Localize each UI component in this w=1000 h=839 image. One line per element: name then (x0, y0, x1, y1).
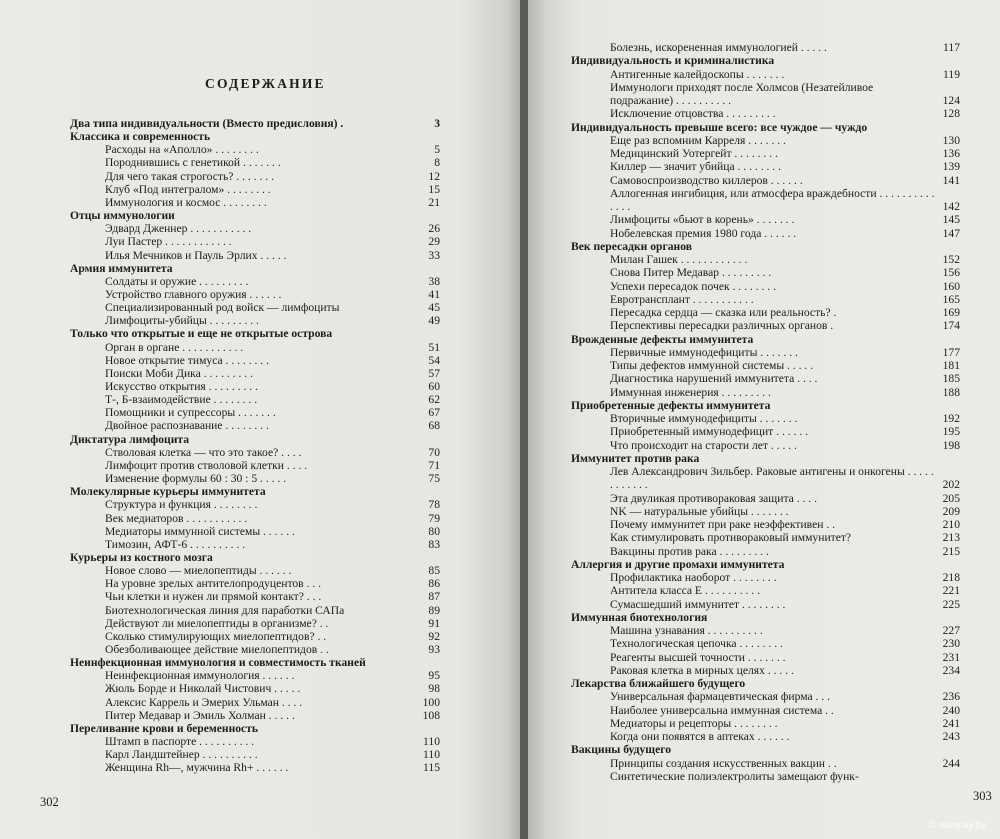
toc-entry (610, 306, 960, 319)
toc-entry (105, 761, 440, 774)
toc-entry-label: Киллер — значит убийца . . . . . . . . (610, 160, 781, 174)
toc-entry-label: Чьи клетки и нужен ли прямой контакт? . . . (105, 590, 322, 604)
left-page-number: 302 (40, 795, 59, 809)
toc-entry (105, 183, 440, 196)
toc-entry-page: 110 (423, 735, 440, 749)
toc-entry (610, 253, 960, 266)
toc-entry (610, 505, 960, 518)
toc-entry-page: 12 (428, 169, 440, 183)
toc-entry (105, 275, 440, 288)
toc-entry (610, 134, 960, 147)
toc-entry-label: Приобретенный иммунодефицит . . . . . . (610, 425, 809, 439)
toc-entry (105, 643, 440, 656)
toc-entry-page: 80 (428, 524, 440, 538)
toc-entry-label: Эдвард Дженнер . . . . . . . . . . . (105, 222, 252, 236)
toc-entry (105, 577, 440, 590)
toc-entry-label: Нобелевская премия 1980 года . . . . . . (610, 226, 797, 240)
toc-section (571, 677, 960, 690)
toc-entry (610, 598, 960, 611)
toc-entry-label: Для чего такая строгость? . . . . . . . (105, 169, 274, 183)
toc-entry-page: 51 (428, 340, 440, 354)
toc-entry (610, 68, 960, 81)
toc-entry-label: Двойное распознавание . . . . . . . . (105, 419, 269, 433)
toc-entry-page: 128 (942, 107, 960, 121)
toc-entry (610, 160, 960, 173)
toc-entry-page: 54 (428, 353, 440, 367)
toc-entry-page: 21 (428, 195, 440, 209)
toc-section (70, 117, 440, 130)
toc-entry-page: 244 (942, 756, 960, 770)
toc-entry (105, 288, 440, 301)
toc-entry-page: 205 (942, 491, 960, 505)
toc-entry (610, 386, 960, 399)
toc-entry (610, 717, 960, 730)
right-page (528, 0, 1000, 839)
toc-entry (105, 669, 440, 682)
toc-entry (610, 571, 960, 584)
toc-entry (105, 235, 440, 248)
toc-section (70, 656, 440, 669)
toc-entry (105, 419, 440, 432)
toc-entry-page: 210 (942, 518, 960, 531)
toc-entry-page: 45 (428, 301, 440, 315)
toc-entry (610, 147, 960, 160)
toc-entry (610, 213, 960, 226)
watermark: © www.ay.by (928, 820, 986, 831)
toc-entry-page: 241 (942, 716, 960, 730)
toc-entry-label: Два типа индивидуальности (Вместо предисловия) . (70, 117, 344, 130)
toc-entry-label: Питер Медавар и Эмиль Холман . . . . . (105, 708, 295, 722)
toc-entry-label: Синтетические полиэлектролиты замещают функ- (610, 769, 859, 783)
toc-entry-label: Женщина Rh—, мужчина Rh+ . . . . . . (105, 761, 289, 775)
toc-entry-page: 156 (942, 266, 960, 280)
toc-entry-label: Медицинский Уотергейт . . . . . . . . (610, 147, 778, 160)
toc-entry-label: Расходы на «Аполло» . . . . . . . . (105, 143, 259, 157)
toc-entry (105, 538, 440, 551)
toc-entry-page: 71 (428, 458, 440, 472)
toc-section (571, 54, 960, 67)
toc-entry-label: Принципы создания искусственных вакцин . . (610, 756, 837, 770)
toc-entry (610, 545, 960, 558)
toc-entry (105, 590, 440, 603)
toc-entry-label: Технологическая цепочка . . . . . . . . (610, 637, 783, 651)
toc-entry-page: 195 (942, 425, 960, 439)
toc-entry (105, 249, 440, 262)
toc-entry-page: 198 (942, 438, 960, 452)
toc-entry-page: 147 (942, 226, 960, 240)
toc-entry-label: Стволовая клетка — что это такое? . . . . (105, 445, 302, 459)
toc-entry-page: 70 (428, 445, 440, 459)
toc-entry (105, 696, 440, 709)
toc-entry-page: 85 (428, 564, 440, 578)
toc-entry (610, 465, 960, 491)
toc-section (70, 722, 440, 735)
toc-entry-page: 108 (422, 708, 440, 722)
toc-entry (610, 41, 960, 54)
toc-entry (105, 367, 440, 380)
toc-entry (105, 564, 440, 577)
toc-entry-label: Болезнь, искорененная иммунологией . . . . . (610, 41, 827, 54)
toc-section (571, 558, 960, 571)
toc-section (571, 240, 960, 253)
toc-entry-label: Отцы иммунологии (70, 209, 175, 223)
toc-entry-label: Только что открытые и еще не открытые острова (70, 327, 333, 341)
toc-entry-label: Клуб «Под интегралом» . . . . . . . . (105, 182, 271, 196)
toc-entry-label: Исключение отцовства . . . . . . . . . (610, 107, 776, 121)
toc-entry (610, 174, 960, 187)
toc-section (70, 327, 440, 340)
toc-entry-label: Породнившись с генетикой . . . . . . . (105, 156, 281, 170)
toc-entry-label: Антитела класса Е . . . . . . . . . . (610, 584, 760, 598)
toc-entry-label: Действуют ли миелопептиды в организме? . . (105, 616, 329, 630)
toc-entry-page: 26 (428, 222, 440, 236)
toc-entry-page: 213 (942, 531, 960, 545)
toc-entry (105, 222, 440, 235)
toc-entry-label: Илья Мечников и Пауль Эрлих . . . . . (105, 248, 287, 262)
toc-entry (610, 637, 960, 650)
toc-entry (610, 770, 960, 783)
toc-entry-label: Сумасшедший иммунитет . . . . . . . . (610, 597, 786, 611)
toc-entry-page: 83 (428, 537, 440, 551)
toc-section (70, 433, 440, 446)
toc-entry-label: Приобретенные дефекты иммунитета (571, 398, 771, 412)
toc-entry (610, 492, 960, 505)
toc-entry-page: 5 (434, 143, 440, 157)
toc-entry-label: Иммунная биотехнология (571, 610, 708, 624)
toc-entry-page: 227 (942, 624, 960, 637)
toc-entry (610, 266, 960, 279)
toc-entry-page: 185 (942, 372, 960, 386)
toc-entry-label: Обезболивающее действие миелопептидов . . (105, 643, 329, 656)
toc-entry (105, 472, 440, 485)
toc-entry-label: Карл Ландштейнер . . . . . . . . . . (105, 748, 258, 762)
toc-section (70, 262, 440, 275)
toc-entry-page: 8 (434, 156, 440, 170)
toc-entry (610, 372, 960, 385)
toc-entry-label: Лев Александрович Зильбер. Раковые антигены и онкогены . . . . . . . . . . . . (610, 465, 934, 491)
toc-entry (610, 584, 960, 597)
toc-entry-label: Новое слово — миелопептиды . . . . . . (105, 564, 292, 578)
toc-entry-page: 68 (428, 419, 440, 433)
toc-entry (610, 187, 960, 213)
toc-entry-label: Аллогенная ингибиция, или атмосфера враждебности . . . . . . . . . . . . . . (610, 186, 935, 213)
toc-entry-page: 181 (942, 359, 960, 372)
toc-entry-label: Вторичные иммунодефициты . . . . . . . (610, 412, 798, 425)
toc-entry-label: Как стимулировать противораковый иммунитет? (610, 531, 852, 545)
toc-entry-page: 225 (942, 597, 960, 611)
toc-section (571, 611, 960, 624)
toc-entry-page: 117 (943, 41, 960, 54)
toc-entry (105, 170, 440, 183)
toc-entry-label: Век пересадки органов (571, 239, 692, 253)
toc-entry-page: 141 (942, 173, 960, 187)
toc-entry-page: 142 (942, 199, 960, 213)
toc-entry-label: Раковая клетка в мирных целях . . . . . (610, 663, 794, 677)
toc-entry-label: Перспективы пересадки различных органов . (610, 319, 834, 333)
toc-entry-label: Лимфоциты-убийцы . . . . . . . . . (105, 314, 259, 328)
toc-entry-page: 86 (428, 577, 440, 591)
toc-entry-label: Иммунная инженерия . . . . . . . . . (610, 385, 771, 399)
toc-entry-page: 115 (423, 761, 440, 775)
toc-entry-label: Биотехнологическая линия для парaботки САПа (105, 603, 345, 617)
toc-entry-label: Лимфоцит против стволовой клетки . . . . (105, 458, 308, 472)
toc-entry-label: Искусство открытия . . . . . . . . . (105, 380, 258, 393)
toc-entry (610, 319, 960, 332)
toc-entry-page: 160 (942, 279, 960, 293)
toc-entry-page: 188 (942, 385, 960, 399)
toc-section (571, 452, 960, 465)
toc-entry-page: 78 (428, 498, 440, 512)
toc-entry-label: Индивидуальность и криминалистика (571, 54, 775, 68)
toc-entry-label: Реагенты высшей точности . . . . . . . (610, 650, 786, 664)
toc-entry-page: 119 (943, 67, 960, 81)
toc-entry-label: Изменение формулы 60 : 30 : 5 . . . . . (105, 472, 287, 486)
toc-entry-label: Типы дефектов иммунной системы . . . . . (610, 359, 814, 372)
toc-entry-label: Иммунология и космос . . . . . . . . (105, 195, 267, 209)
toc-entry-label: Иммунологи приходят после Холмсов (Незатейливое подражание) . . . . . . . . . . (610, 80, 874, 107)
toc-entry-label: Еще раз вспомним Карреля . . . . . . . (610, 133, 786, 147)
toc-entry-label: Эта двуликая противораковая защита . . . . (610, 491, 817, 505)
right-toc-list (528, 0, 1000, 839)
toc-entry-label: Что происходит на старости лет . . . . . (610, 438, 797, 452)
toc-section (571, 121, 960, 134)
toc-entry (610, 227, 960, 240)
toc-entry-label: Тимозин, АФТ-6 . . . . . . . . . . (105, 537, 246, 551)
toc-entry-page: 98 (428, 682, 440, 696)
toc-entry (610, 624, 960, 637)
toc-entry-label: Неинфекционная иммунология . . . . . . (105, 669, 295, 683)
toc-entry (610, 757, 960, 770)
toc-entry (105, 156, 440, 169)
toc-entry-label: На уровне зрелых антителопродуцентов . . . (105, 577, 322, 591)
toc-entry-page: 95 (428, 669, 440, 683)
toc-entry-label: Помощники и супрессоры . . . . . . . (105, 406, 276, 420)
toc-entry-label: Профилактика наоборот . . . . . . . . (610, 571, 777, 584)
toc-section (70, 551, 440, 564)
toc-entry (105, 301, 440, 314)
toc-entry-label: Успехи пересадок почек . . . . . . . . (610, 279, 776, 293)
toc-entry (610, 690, 960, 703)
toc-entry-page: 124 (942, 93, 960, 107)
toc-entry-label: Вакцины будущего (571, 743, 671, 757)
toc-entry-label: Диктатура лимфоцита (70, 432, 190, 446)
toc-entry-label: Лимфоциты «бьют в корень» . . . . . . . (610, 213, 795, 227)
toc-entry-label: Век медиаторов . . . . . . . . . . . (105, 511, 248, 525)
toc-entry (105, 406, 440, 419)
toc-entry-label: Пересадка сердца — сказка или реальность? . (610, 306, 837, 319)
toc-entry-page: 231 (942, 650, 960, 664)
toc-entry-page: 177 (942, 345, 960, 359)
toc-entry-label: Сколько стимулирующих миелопептидов? . . (105, 629, 327, 643)
toc-entry-label: Вакцины против рака . . . . . . . . . (610, 544, 769, 558)
toc-entry-page: 174 (942, 319, 960, 333)
toc-entry (610, 359, 960, 372)
toc-entry (105, 196, 440, 209)
toc-entry (610, 730, 960, 743)
toc-entry-label: Специализированный род войск — лимфоциты (105, 301, 340, 315)
toc-entry-page: 165 (942, 292, 960, 306)
toc-entry (105, 459, 440, 472)
toc-entry-label: Медиаторы и рецепторы . . . . . . . . (610, 716, 778, 730)
toc-entry-page: 49 (428, 314, 440, 328)
toc-entry (105, 748, 440, 761)
toc-entry (105, 604, 440, 617)
toc-entry (610, 107, 960, 120)
toc-entry-label: Медиаторы иммунной системы . . . . . . (105, 524, 295, 538)
toc-entry-page: 236 (942, 690, 960, 704)
toc-entry-label: Диагностика нарушений иммунитета . . . . (610, 372, 818, 386)
toc-entry-label: Лекарства ближайшего будущего (571, 677, 746, 690)
toc-entry-label: Переливание крови и беременность (70, 721, 259, 735)
toc-entry (610, 439, 960, 452)
toc-entry-page: 33 (428, 248, 440, 262)
toc-entry-page: 145 (942, 213, 960, 227)
toc-entry-page: 3 (434, 117, 440, 130)
toc-entry-page: 60 (428, 380, 440, 393)
toc-entry-label: Луи Пастер . . . . . . . . . . . . (105, 235, 232, 249)
toc-entry-label: Жюль Борде и Николай Чистович . . . . . (105, 682, 301, 696)
toc-entry (610, 664, 960, 677)
toc-entry (610, 280, 960, 293)
toc-entry-label: Когда они появятся в аптеках . . . . . . (610, 730, 790, 743)
toc-entry-label: Неинфекционная иммунология и совместимость тканей (70, 656, 366, 670)
toc-entry-page: 202 (942, 478, 960, 491)
toc-entry (105, 341, 440, 354)
toc-entry-page: 234 (942, 663, 960, 677)
toc-entry-label: Почему иммунитет при раке неэффективен . . (610, 518, 836, 531)
toc-entry (610, 81, 960, 107)
toc-entry-label: Структура и функция . . . . . . . . (105, 498, 258, 512)
toc-entry (105, 143, 440, 156)
toc-entry (610, 425, 960, 438)
toc-entry (105, 498, 440, 511)
toc-entry-page: 192 (942, 412, 960, 425)
toc-entry-page: 169 (942, 306, 960, 319)
toc-entry-label: Устройство главного оружия . . . . . . (105, 287, 282, 301)
toc-entry (105, 630, 440, 643)
toc-entry (610, 518, 960, 531)
toc-entry-page: 67 (428, 406, 440, 420)
toc-entry-page: 62 (428, 393, 440, 407)
toc-entry-label: Солдаты и оружие . . . . . . . . . (105, 274, 249, 288)
toc-entry (105, 682, 440, 695)
toc-entry-label: Орган в органе . . . . . . . . . . . (105, 340, 244, 354)
toc-entry-label: Штамп в паспорте . . . . . . . . . . (105, 735, 255, 749)
toc-entry-label: Врожденные дефекты иммунитета (571, 332, 754, 346)
toc-entry-label: Алексис Каррель и Эмерих Ульман . . . . (105, 695, 303, 709)
toc-entry-label: Наиболее универсальна иммунная система . . (610, 703, 834, 717)
toc-entry-label: Классика и современность (70, 130, 211, 144)
toc-section (70, 130, 440, 143)
toc-entry-label: Поиски Моби Дика . . . . . . . . . (105, 366, 253, 380)
toc-entry-page: 15 (428, 182, 440, 196)
toc-entry-label: Машина узнавания . . . . . . . . . . (610, 624, 763, 637)
toc-entry (105, 735, 440, 748)
toc-entry-page: 75 (428, 472, 440, 486)
toc-entry-page: 136 (942, 147, 960, 160)
toc-section (571, 399, 960, 412)
toc-entry-page: 89 (428, 603, 440, 617)
toc-entry-label: Универсальная фармацевтическая фирма . . . (610, 690, 831, 704)
toc-section (70, 485, 440, 498)
toc-entry (105, 354, 440, 367)
toc-entry-page: 91 (428, 616, 440, 630)
toc-entry (610, 531, 960, 544)
toc-entry (105, 512, 440, 525)
toc-entry-page: 130 (942, 133, 960, 147)
toc-entry-page: 215 (942, 544, 960, 558)
toc-entry-label: Первичные иммунодефициты . . . . . . . (610, 345, 798, 359)
toc-entry-label: Иммунитет против рака (571, 451, 700, 465)
toc-entry-label: Снова Питер Медавар . . . . . . . . . (610, 266, 772, 280)
toc-entry-label: Индивидуальность превыше всего: все чуждое — чуждо (571, 120, 868, 134)
toc-entry (105, 525, 440, 538)
toc-entry (105, 314, 440, 327)
toc-section (571, 333, 960, 346)
toc-entry-label: Евротрансплант . . . . . . . . . . . (610, 292, 754, 306)
toc-entry (105, 393, 440, 406)
toc-entry-page: 240 (942, 703, 960, 717)
toc-entry-label: Курьеры из костного мозга (70, 550, 213, 564)
toc-entry-label: Т-, Б-взаимодействие . . . . . . . . (105, 393, 258, 407)
toc-entry-page: 87 (428, 590, 440, 604)
toc-section (70, 209, 440, 222)
toc-entry-page: 100 (422, 695, 440, 709)
right-page-number: 303 (973, 789, 992, 803)
toc-entry-page: 38 (428, 274, 440, 288)
toc-entry-page: 230 (942, 637, 960, 651)
toc-entry-page: 218 (942, 571, 960, 584)
toc-entry (610, 704, 960, 717)
toc-entry-page: 29 (428, 235, 440, 249)
toc-entry-page: 221 (942, 584, 960, 598)
toc-entry-page: 152 (942, 253, 960, 266)
toc-entry-page: 57 (428, 366, 440, 380)
toc-entry (610, 651, 960, 664)
toc-entry-label: Новое открытие тимуса . . . . . . . . (105, 353, 270, 367)
toc-entry-label: Аллергия и другие промахи иммунитета (571, 557, 785, 571)
toc-entry-label: Армия иммунитета (70, 261, 173, 275)
toc-entry-page: 110 (423, 748, 440, 762)
toc-entry (105, 380, 440, 393)
toc-entry (610, 293, 960, 306)
toc-entry-page: 93 (428, 643, 440, 656)
toc-entry-label: Антигенные калейдоскопы . . . . . . . (610, 67, 785, 81)
toc-entry-page: 92 (428, 629, 440, 643)
page-title: СОДЕРЖАНИЕ (205, 76, 326, 91)
toc-entry-label: Милан Гашек . . . . . . . . . . . . (610, 253, 748, 266)
toc-entry-page: 209 (942, 504, 960, 518)
toc-entry-page: 41 (428, 287, 440, 301)
toc-entry-page: 79 (428, 511, 440, 525)
toc-entry (610, 346, 960, 359)
toc-entry (105, 446, 440, 459)
toc-entry-page: 139 (942, 160, 960, 174)
toc-entry-label: Молекулярные курьеры иммунитета (70, 485, 266, 499)
toc-entry (105, 617, 440, 630)
toc-entry (610, 412, 960, 425)
toc-entry-page: 243 (942, 730, 960, 743)
toc-entry-label: Самовоспроизводство киллеров . . . . . . (610, 173, 803, 187)
toc-section (571, 743, 960, 756)
toc-entry-label: NK — натуральные убийцы . . . . . . . (610, 504, 789, 518)
toc-entry (105, 709, 440, 722)
